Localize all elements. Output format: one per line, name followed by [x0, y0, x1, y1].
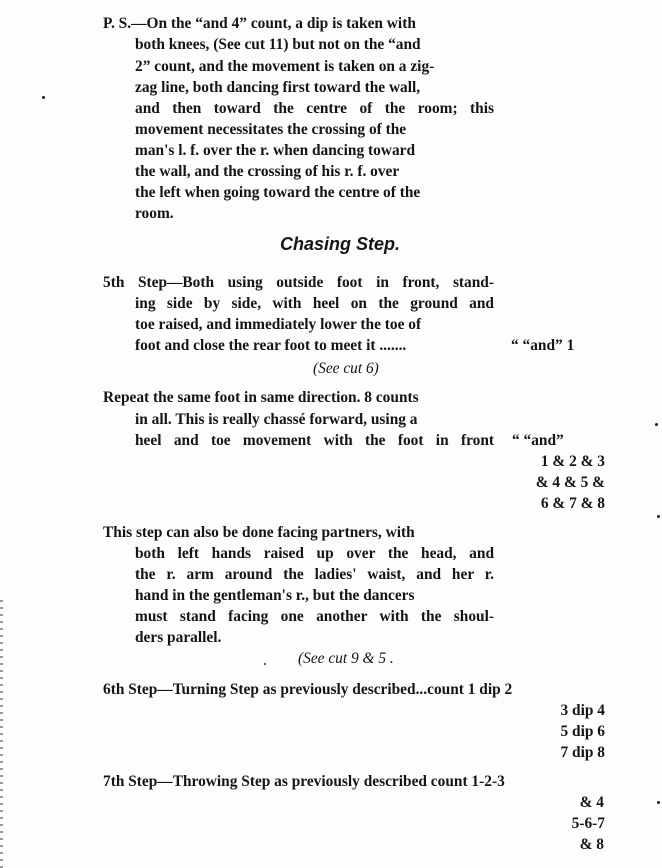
- section-heading: Chasing Step.: [280, 234, 401, 254]
- count-label: “ “and” 1: [511, 337, 575, 354]
- text-line: the left when going toward the centre of the: [135, 184, 421, 201]
- text-line: 2” count, and the movement is taken on a zig-: [135, 58, 435, 75]
- text-line: the r. arm around the ladies' waist, and her r.: [135, 566, 494, 583]
- count-label: & 4: [579, 794, 604, 811]
- text-line: 7th Step—Throwing Step as previously described count 1-2-3: [103, 773, 505, 790]
- count-label: “ “and”: [512, 432, 564, 449]
- text-line: ders parallel.: [135, 629, 222, 646]
- text-line: man's l. f. over the r. when dancing toward: [135, 142, 416, 159]
- ink-speck: [657, 515, 660, 518]
- ink-speck: [42, 96, 45, 99]
- text-line: the wall, and the crossing of his r. f. over: [135, 163, 400, 180]
- text-line: zag line, both dancing first toward the wall,: [135, 79, 421, 96]
- count-label: 6 & 7 & 8: [540, 495, 605, 512]
- ink-speck: [264, 663, 266, 665]
- count-label: 5 dip 6: [560, 723, 605, 740]
- text-line: must stand facing one another with the shoul-: [135, 608, 494, 625]
- text-line: both left hands raised up over the head, and: [135, 545, 494, 562]
- text-line: This step can also be done facing partners, with: [103, 524, 415, 541]
- count-label: 1 & 2 & 3: [540, 453, 605, 470]
- text-line: 6th Step—Turning Step as previously described...count 1 dip 2: [103, 681, 513, 698]
- text-line: movement necessitates the crossing of the: [135, 121, 407, 138]
- count-label: 3 dip 4: [560, 702, 605, 719]
- page-binding-edge: [0, 600, 3, 868]
- text-line: both knees, (See cut 11) but not on the “and: [135, 36, 421, 53]
- ink-speck: [655, 423, 658, 426]
- text-line: and then toward the centre of the room; this: [135, 100, 494, 117]
- text-line: foot and close the rear foot to meet it .......: [135, 337, 407, 354]
- text-line: room.: [135, 205, 174, 222]
- cut-reference: (See cut 9 & 5 .: [298, 650, 394, 667]
- count-label: 5-6-7: [571, 815, 605, 832]
- count-label: 7 dip 8: [560, 744, 605, 761]
- text-line: in all. This is really chassé forward, using a: [135, 411, 418, 428]
- text-line: Repeat the same foot in same direction. 8 counts: [103, 389, 419, 406]
- text-line: P. S.—On the “and 4” count, a dip is taken with: [103, 15, 416, 32]
- text-line: toe raised, and immediately lower the toe of: [135, 316, 422, 333]
- text-line: 5th Step—Both using outside foot in front, stand-: [103, 274, 494, 291]
- text-line: ing side by side, with heel on the ground and: [135, 295, 494, 312]
- count-label: & 4 & 5 &: [535, 474, 605, 491]
- cut-reference: (See cut 6): [313, 360, 379, 377]
- text-line: heel and toe movement with the foot in front: [135, 432, 494, 449]
- count-label: & 8: [579, 836, 604, 853]
- ink-speck: [657, 801, 660, 804]
- text-line: hand in the gentleman's r., but the dancers: [135, 587, 415, 604]
